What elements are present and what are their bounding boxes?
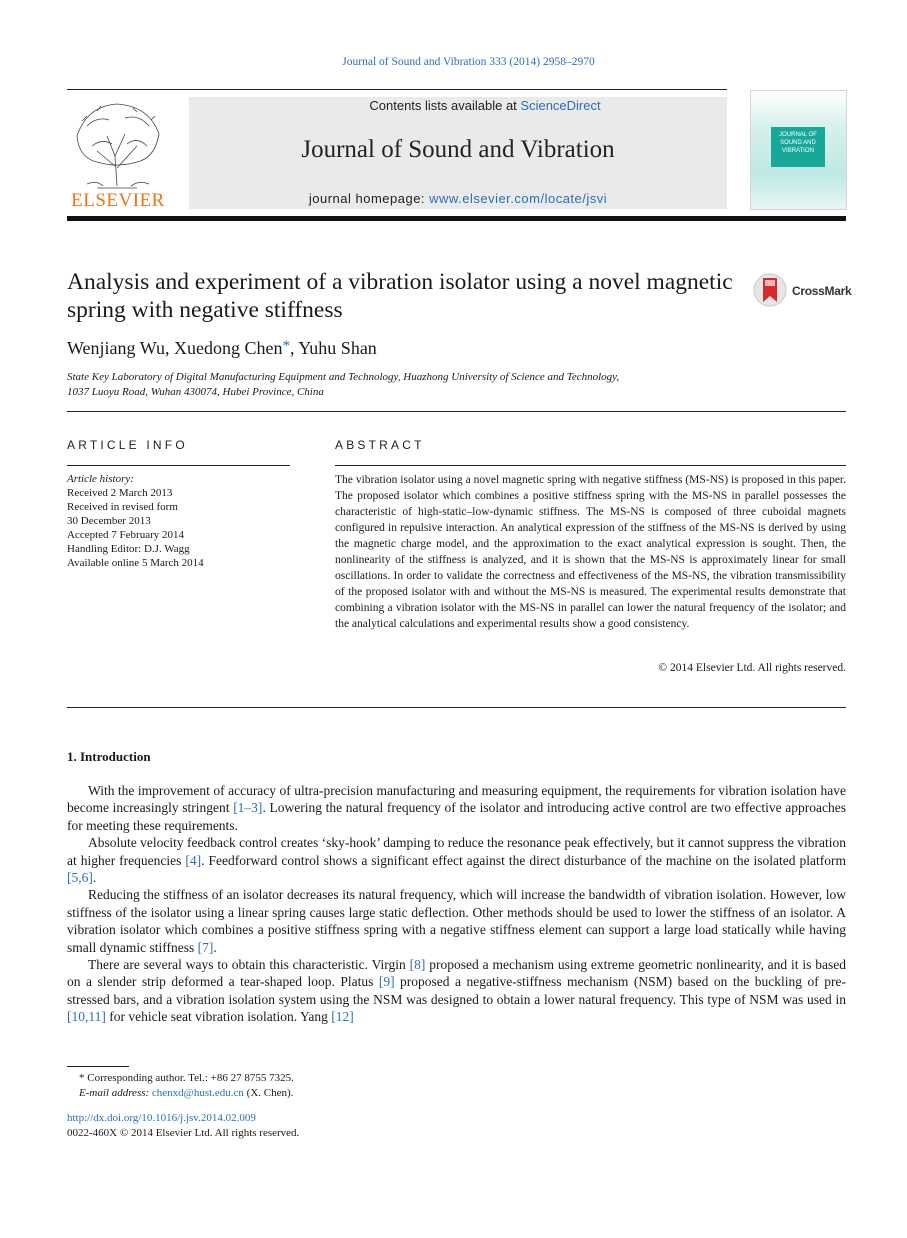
journal-citation[interactable]: Journal of Sound and Vibration 333 (2014) 2958–2970 <box>342 56 595 68</box>
history-item: Available online 5 March 2014 <box>67 557 204 569</box>
history-item: Received 2 March 2013 <box>67 487 173 499</box>
corresponding-footnote <box>67 1071 667 1086</box>
history-item: Accepted 7 February 2014 <box>67 529 184 541</box>
abstract-rule <box>335 465 846 466</box>
abstract-heading: ABSTRACT <box>335 438 425 452</box>
paragraph <box>67 956 846 1026</box>
elsevier-wordmark: ELSEVIER <box>71 190 165 211</box>
text: proposed a mechanism using extreme geometric nonlinearity, and it is based on a slender strip deformed a tear-shaped loop. Platus <box>67 957 846 990</box>
corresponding-text: Corresponding author. Tel.: +86 27 8755 7325. <box>84 1072 294 1084</box>
doi-link[interactable]: http://dx.doi.org/10.1016/j.jsv.2014.02.009 <box>67 1112 256 1124</box>
paragraph <box>67 782 846 834</box>
sciencedirect-link[interactable]: ScienceDirect <box>520 98 601 113</box>
homepage-prefix: journal homepage: <box>308 191 430 206</box>
reference-link[interactable]: [4] <box>185 852 202 868</box>
footnote-mark: * <box>79 1072 85 1084</box>
text: There are several ways to obtain this characteristic. Virgin <box>88 957 410 973</box>
email-footnote <box>67 1086 667 1101</box>
homepage-link[interactable]: www.elsevier.com/locate/jsvi <box>429 191 608 206</box>
text: Absolute velocity feedback control creates ‘sky-hook’ damping to reduce the resonance peak effectively, but it cannot suppress the vibration at higher frequencies <box>67 835 846 868</box>
author-affiliation <box>67 370 707 399</box>
text: proposed a negative-stiffness mechanism (NSM) based on the buckling of pre-stressed bars, and a vibration isolation system using the NSM was designed to obtain a lower natural frequency. This type of NSM was used in <box>67 974 846 1007</box>
reference-link[interactable]: [8] <box>409 957 426 973</box>
email-link[interactable]: chenxd@hust.edu.cn <box>151 1086 244 1099</box>
reference-link[interactable]: [10,11] <box>67 1009 106 1025</box>
article-history <box>67 472 297 570</box>
paragraph <box>67 834 846 886</box>
reference-link[interactable]: [12] <box>331 1009 354 1025</box>
article-title: Analysis and experiment of a vibration isolator using a novel magnetic spring with negative stiffness <box>67 269 733 323</box>
text: . Feedforward control shows a significant effect against the direct disturbance of the machine on the isolated platform <box>201 852 846 868</box>
history-item: Received in revised form <box>67 501 178 513</box>
text: . <box>213 939 217 955</box>
paragraph <box>67 886 846 956</box>
authors-tail: , Yuhu Shan <box>289 338 377 358</box>
reference-link[interactable]: [1–3] <box>233 800 263 816</box>
header-rule <box>67 89 727 90</box>
affiliation-line: State Key Laboratory of Digital Manufacturing Equipment and Technology, Huazhong University of Science and Technology, <box>67 371 620 383</box>
reference-link[interactable]: [9] <box>378 974 395 990</box>
crossmark-label[interactable]: CrossMark <box>792 284 852 298</box>
introduction-body <box>67 782 846 1026</box>
article-info-rule <box>67 465 290 466</box>
text: Reducing the stiffness of an isolator decreases its natural frequency, which will increase the bandwidth of vibration isolation. However, low stiffness of the isolator using a linear spring causes large static deflection. Other methods should be used to lower the stiffness of an isolator. A vibration isolator which combines a positive stiffness spring with a negative stiffness element can support a large load statically while having small dynamic stiffness <box>67 887 846 955</box>
text: . <box>92 870 97 886</box>
introduction-heading: 1. Introduction <box>67 749 151 764</box>
article-info-heading: ARTICLE INFO <box>67 438 188 452</box>
text: . Lowering the natural frequency of the isolator and introducing active control are two effective approaches for meeting these requirements. <box>67 800 846 833</box>
contents-prefix: Contents lists available at <box>369 98 521 113</box>
text: for vehicle seat vibration isolation. Yang <box>105 1009 332 1025</box>
contents-availability <box>189 98 781 113</box>
text: With the improvement of accuracy of ultra-precision manufacturing and measuring equipment, the requirements for vibration isolation have become increasingly stringent <box>67 783 846 816</box>
journal-name: Journal of Sound and Vibration <box>301 136 615 163</box>
issn-copyright: 0022-460X © 2014 Elsevier Ltd. All rights reserved. <box>67 1127 300 1139</box>
abstract-text: The vibration isolator using a novel magnetic spring with negative stiffness (MS-NS) is proposed in this paper. The proposed isolator which combines a positive stiffness spring with the MS-NS in parallel possesses the characteristic of high-static–low-dynamic stiffness. The MS-NS is composed of three cuboidal magnets configured in repulsive interaction. An analytical expression of the stiffness of the MS-NS is derived by using the magnetic charge model, and the approximation to the exact analytical expression is sought. Then, the nonlinearity of the stiffness is analyzed, and it is shown that the MS-NS is approximately linear for small oscillations. In order to validate the correctness and effectiveness of the MS-NS, the vibration transmissibility of the proposed isolator with and without the MS-NS is measured. The experimental results demonstrate that combining a vibration isolator with the MS-NS in parallel can lower the natural frequency of the isolator; and the analytical calculations and experimental results show a good consistency. <box>335 474 846 630</box>
section-divider <box>67 707 846 708</box>
journal-homepage <box>189 191 727 206</box>
section-divider <box>67 411 846 412</box>
history-title: Article history: <box>67 473 134 485</box>
journal-cover-thumbnail[interactable] <box>750 90 847 210</box>
author-list <box>67 338 377 359</box>
footnote <box>67 1071 667 1100</box>
email-label: E-mail address: <box>79 1086 152 1099</box>
reference-link[interactable]: [7] <box>197 939 214 955</box>
email-tail: (X. Chen). <box>243 1086 294 1099</box>
authors-names: Wenjiang Wu, Xuedong Chen <box>67 338 283 358</box>
history-item: 30 December 2013 <box>67 515 151 527</box>
abstract-copyright: © 2014 Elsevier Ltd. All rights reserved. <box>658 662 846 674</box>
cover-title: JOURNAL OF SOUND AND VIBRATION <box>771 127 825 167</box>
reference-link[interactable]: [5,6] <box>67 870 93 886</box>
masthead-thick-rule <box>67 216 846 221</box>
affiliation-line: 1037 Luoyu Road, Wuhan 430074, Hubei Province, China <box>67 385 324 398</box>
history-item: Handling Editor: D.J. Wagg <box>67 543 190 555</box>
corresponding-author-mark[interactable]: * <box>282 338 290 354</box>
footnote-rule <box>67 1066 129 1067</box>
